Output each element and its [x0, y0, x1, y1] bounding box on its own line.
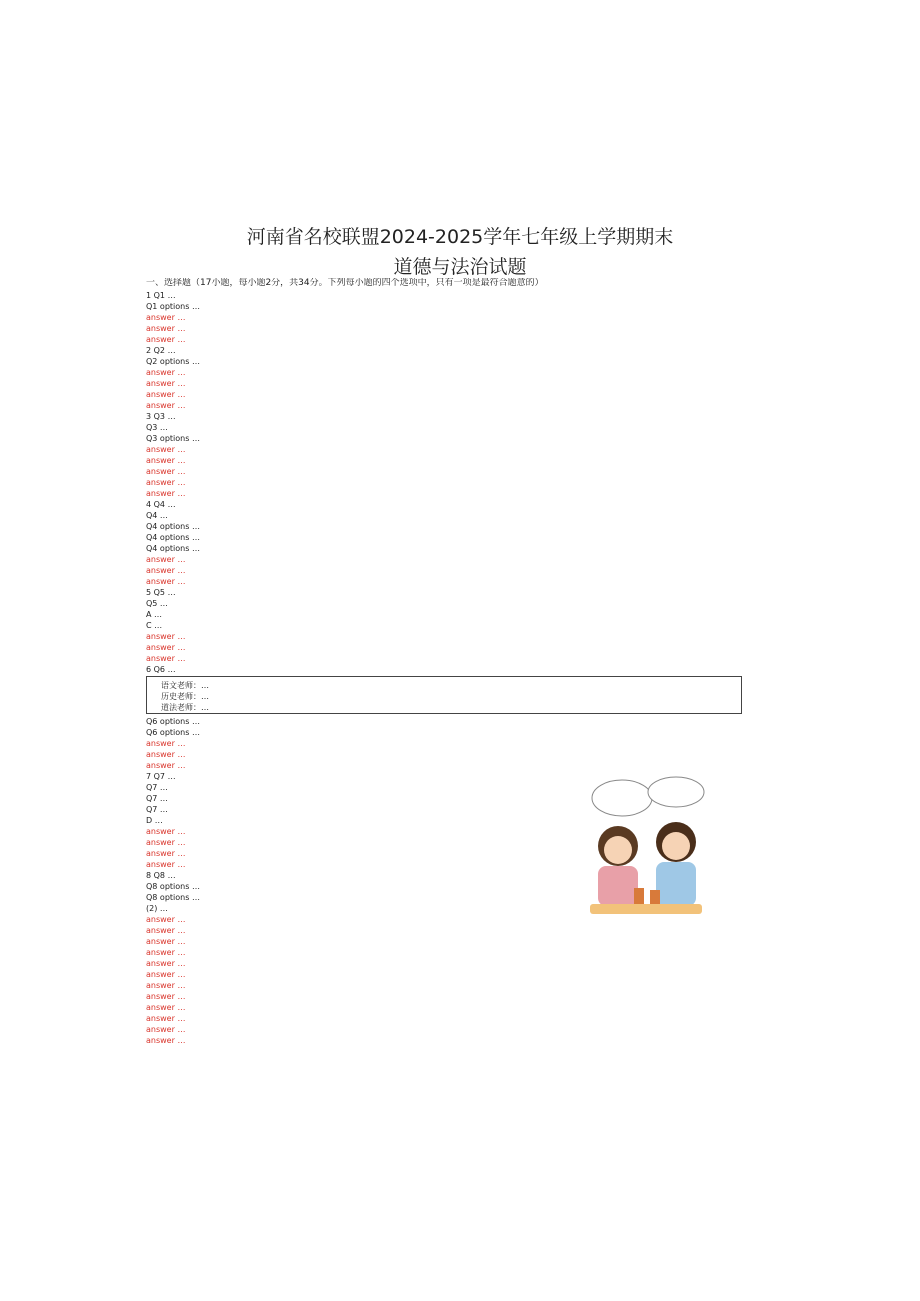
answer-line: answer … — [146, 937, 186, 946]
answer-line: answer … — [146, 379, 186, 388]
question-line: 3 Q3 … — [146, 412, 176, 421]
answer-line: answer … — [146, 959, 186, 968]
teacher-quote-box — [146, 676, 742, 714]
question-line: 5 Q5 … — [146, 588, 176, 597]
page-title: 河南省名校联盟2024-2025学年七年级上学期期末 — [246, 226, 674, 248]
question-line: 4 Q4 … — [146, 500, 176, 509]
answer-line: answer … — [146, 1036, 186, 1045]
question-line: Q7 … — [146, 794, 168, 803]
answer-line: answer … — [146, 849, 186, 858]
answer-line: answer … — [146, 992, 186, 1001]
answer-line: answer … — [146, 401, 186, 410]
question-line: 6 Q6 … — [146, 665, 176, 674]
question-line: Q4 options … — [146, 544, 200, 553]
answer-line: answer … — [146, 566, 186, 575]
answer-line: answer … — [146, 368, 186, 377]
answer-line: answer … — [146, 838, 186, 847]
question-line: D … — [146, 816, 163, 825]
answer-line: answer … — [146, 981, 186, 990]
answer-line: answer … — [146, 761, 186, 770]
question-line: A … — [146, 610, 163, 619]
answer-line: answer … — [146, 915, 186, 924]
question-line: Q7 … — [146, 783, 168, 792]
question-line: Q1 options … — [146, 302, 200, 311]
answer-line: answer … — [146, 1003, 186, 1012]
answer-line: answer … — [146, 489, 186, 498]
answer-line: answer … — [146, 926, 186, 935]
answer-line: answer … — [146, 456, 186, 465]
answer-line: answer … — [146, 1025, 186, 1034]
answer-line: answer … — [146, 827, 186, 836]
question-line: Q8 options … — [146, 893, 200, 902]
quote-line: 道法老师：… — [161, 703, 209, 712]
answer-line: answer … — [146, 555, 186, 564]
question-block-1 — [146, 278, 742, 675]
question-line: (2) … — [146, 904, 168, 913]
answer-line: answer … — [146, 654, 186, 663]
cartoon-illustration — [584, 776, 708, 942]
answer-line: answer … — [146, 467, 186, 476]
answer-line: answer … — [146, 948, 186, 957]
page-subtitle: 道德与法治试题 — [393, 256, 527, 278]
question-line: Q8 options … — [146, 882, 200, 891]
answer-line: answer … — [146, 335, 186, 344]
quote-line: 语文老师：… — [161, 681, 209, 690]
question-line: 2 Q2 … — [146, 346, 176, 355]
question-line: 8 Q8 … — [146, 871, 176, 880]
question-line: Q7 … — [146, 805, 168, 814]
answer-line: answer … — [146, 1014, 186, 1023]
question-line: C … — [146, 621, 163, 630]
answer-line: answer … — [146, 313, 186, 322]
answer-line: answer … — [146, 632, 186, 641]
section-heading: 一、选择题（17小题，每小题2分，共34分。下列每小题的四个选项中，只有一项是最符合题意的） — [146, 278, 544, 288]
answer-line: answer … — [146, 390, 186, 399]
question-line: Q6 options … — [146, 717, 200, 726]
question-line: Q2 options … — [146, 357, 200, 366]
answer-line: answer … — [146, 643, 186, 652]
answer-line: answer … — [146, 324, 186, 333]
answer-line: answer … — [146, 970, 186, 979]
answer-line: answer … — [146, 577, 186, 586]
question-line: Q4 options … — [146, 522, 200, 531]
answer-line: answer … — [146, 739, 186, 748]
answer-line: answer … — [146, 750, 186, 759]
question-line: Q5 … — [146, 599, 168, 608]
question-line: 1 Q1 … — [146, 291, 176, 300]
question-line: Q4 options … — [146, 533, 200, 542]
quote-line: 历史老师：… — [161, 692, 209, 701]
answer-line: answer … — [146, 478, 186, 487]
question-line: Q4 … — [146, 511, 168, 520]
answer-line: answer … — [146, 860, 186, 869]
question-line: Q3 options … — [146, 434, 200, 443]
question-line: 7 Q7 … — [146, 772, 176, 781]
answer-line: answer … — [146, 445, 186, 454]
question-line: Q3 … — [146, 423, 168, 432]
question-line: Q6 options … — [146, 728, 200, 737]
